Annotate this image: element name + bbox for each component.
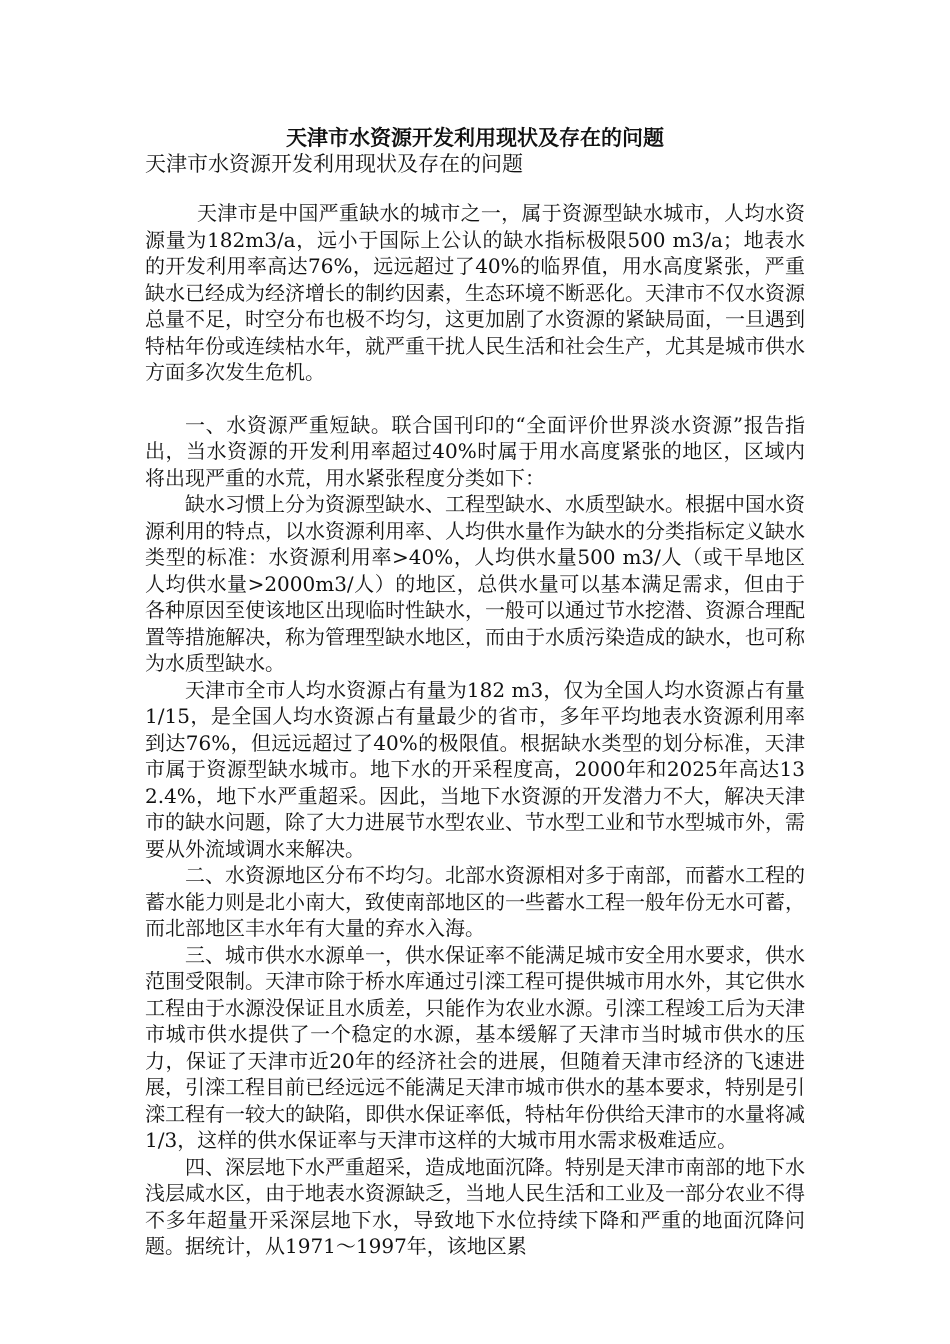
paragraph-section-1: 一、水资源严重短缺。联合国刊印的“全面评价世界淡水资源”报告指出，当水资源的开发利用率超过40%时属于用水高度紧张的地区，区域内将出现严重的水荒，用水紧张程度分类如下： — [145, 412, 805, 490]
paragraph-section-3: 三、城市供水水源单一，供水保证率不能满足城市安全用水要求，供水范围受限制。天津市除于桥水库通过引滦工程可提供城市用水外，其它供水工程由于水源没保证且水质差，只能作为农业水源。引滦工程竣工后为天津市城市供水提供了一个稳定的水源，基本缓解了天津市当时城市供水的压力，保证了天津市近20年的经济社会的进展，但随着天津市经济的飞速进展，引滦工程目前已经远远不能满足天津市城市供水的基本要求，特别是引滦工程有一较大的缺陷，即供水保证率低，特枯年份供给天津市的水量将减1/3，这样的供水保证率与天津市这样的大城市用水需求极难适应。 — [145, 942, 805, 1152]
document-title: 天津市水资源开发利用现状及存在的问题 — [286, 126, 664, 150]
document-body — [145, 200, 805, 1260]
paragraph-gap — [145, 386, 805, 412]
paragraph-shortage-types: 缺水习惯上分为资源型缺水、工程型缺水、水质型缺水。根据中国水资源利用的特点，以水资源利用率、人均供水量作为缺水的分类指标定义缺水类型的标准：水资源利用率>40%，人均供水量500 m3/人（或干旱地区人均供水量>2000m3/人）的地区，总供水量可以基本满足需求，但由于各种原因至使该地区出现临时性缺水，一般可以通过节水挖潜、资源合理配置等措施解决，称为管理型缺水地区，而由于水质污染造成的缺水，也可称为水质型缺水。 — [145, 492, 805, 675]
paragraph-section-4: 四、深层地下水严重超采，造成地面沉降。特别是天津市南部的地下水浅层咸水区，由于地表水资源缺乏，当地人民生活和工业及一部分农业不得不多年超量开采深层地下水，导致地下水位持续下降和严重的地面沉降问题。据统计，从1971～1997年，该地区累 — [145, 1154, 805, 1258]
paragraph-tianjin-per-capita: 天津市全市人均水资源占有量为182 m3，仅为全国人均水资源占有量1/15，是全国人均水资源占有量最少的省市，多年平均地表水资源利用率到达76%，但远远超过了40%的极限值。根据缺水类型的划分标准，天津市属于资源型缺水城市。地下水的开采程度高，2000年和2025年高达132.4%，地下水严重超采。因此，当地下水资源的开发潜力不大，解决天津市的缺水问题，除了大力进展节水型农业、节水型工业和节水型城市外，需要从外流域调水来解决。 — [145, 677, 805, 861]
paragraph-section-2: 二、水资源地区分布不均匀。北部水资源相对多于南部，而蓄水工程的蓄水能力则是北小南大，致使南部地区的一些蓄水工程一般年份无水可蓄，而北部地区丰水年有大量的弃水入海。 — [145, 863, 805, 940]
document-subtitle: 天津市水资源开发利用现状及存在的问题 — [145, 152, 523, 176]
paragraph-intro: 天津市是中国严重缺水的城市之一，属于资源型缺水城市，人均水资源量为182m3/a，远小于国际上公认的缺水指标极限500 m3/a；地表水的开发利用率高达76%，远远超过了40%的临界值，用水高度紧张，严重缺水已经成为经济增长的制约因素，生态环境不断恶化。天津市不仅水资源总量不足，时空分布也极不均匀，这更加剧了水资源的紧缺局面，一旦遇到特枯年份或连续枯水年，就严重干扰人民生活和社会生产，尤其是城市供水方面多次发生危机。 — [145, 201, 805, 384]
